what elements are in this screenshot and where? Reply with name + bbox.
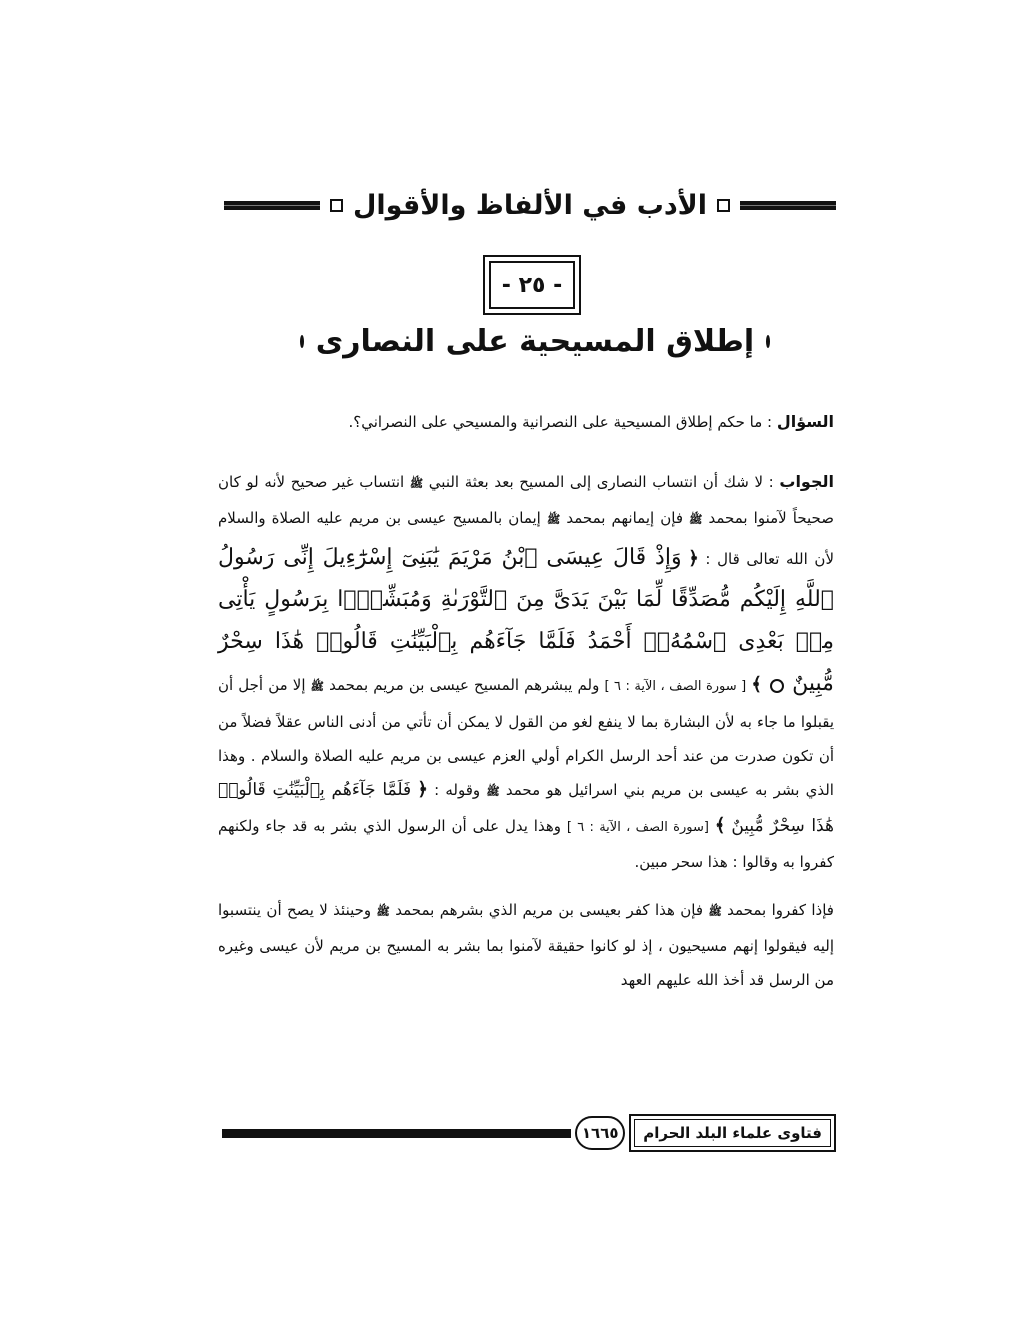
chapter-title: إطلاق المسيحية على النصارى (315, 323, 755, 359)
answer-intro-4: إيمان بالمسيح عيسى بن مريم عليه الصلاة والسلام لأن الله تعالى قال : (218, 509, 834, 568)
chapter-title-row (315, 318, 755, 364)
answer-text-1: ولم يبشرهم المسيح عيسى بن مريم بمحمد (329, 676, 600, 694)
verse-open-bracket: ﴿ (417, 779, 428, 800)
book-title-box (629, 1114, 836, 1152)
chapter-number-box (483, 255, 581, 315)
verse-close-bracket: ﴾ (751, 674, 762, 695)
salutation-symbol: ﷺ (486, 785, 500, 798)
running-title: الأدب في الألفاظ والأقوال (352, 189, 708, 221)
header-rule-right (740, 201, 836, 210)
salutation-symbol: ﷺ (689, 513, 703, 526)
continuation-text-2: فإن هذا كفر بعيسى بن مريم الذي بشرهم بمحمد (395, 901, 704, 919)
continuation-text-3: وحينئذ لا يصح أن ينتسبوا إليه فيقولوا إنهم مسيحيون ، إذ لو كانوا حقيقة لآمنوا بما بشر به المسيح بن مريم لأن عيسى وغيره من الرسل قد أخذ الله عليهم العهد (218, 901, 834, 989)
answer-intro: لا شك أن انتساب النصارى إلى المسيح بعد بعثة النبي (428, 473, 764, 491)
question-paragraph: السؤال : ما حكم إطلاق المسيحية على النصرانية والمسيحي على النصراني؟. (348, 412, 834, 431)
quran-verse-1: وَإِذْ قَالَ عِيسَى ٱبْنُ مَرْيَمَ يَٰبَنِىٓ إِسْرَٰٓءِيلَ إِنِّى رَسُولُ ٱللَّهِ إِلَيْكُم مُّصَدِّقًا لِّمَا بَيْنَ يَدَىَّ مِنَ ٱلتَّوْرَىٰةِ وَمُبَشِّرًۢا بِرَسُولٍ يَأْتِى مِنۢ بَعْدِى ٱسْمُهُۥٓ أَحْمَدُ فَلَمَّا جَآءَهُم بِٱلْبَيِّنَٰتِ قَالُوا۟ هَٰذَا سِحْرٌ مُّبِينٌ (218, 545, 834, 696)
answer-text-3: وقوله : (434, 781, 481, 799)
answer-paragraph: الجواب : لا شك أن انتساب النصارى إلى المسيح بعد بعثة النبي ﷺ انتساب غير صحيح لأنه لو كان صحيحاً لآمنوا بمحمد ﷺ فإن إيمانهم بمحمد ﷺ إيمان بالمسيح عيسى بن مريم عليه الصلاة والسلام لأن الله تعالى قال : ﴿ وَإِذْ قَالَ عِيسَى ٱبْنُ مَرْيَمَ يَٰبَنِىٓ إِسْرَٰٓءِيلَ إِنِّى رَسُولُ ٱللَّهِ إِلَيْكُم مُّصَدِّقًا لِّمَا بَيْنَ يَدَىَّ مِنَ ٱلتَّوْرَىٰةِ وَمُبَشِّرًۢا بِرَسُولٍ يَأْتِى مِنۢ بَعْدِى ٱسْمُهُۥٓ أَحْمَدُ فَلَمَّا جَآءَهُم بِٱلْبَيِّنَٰتِ قَالُوا۟ هَٰذَا سِحْرٌ مُّبِينٌ ﴾ [ سورة الصف ، الآية : ٦ ] ولم يبشرهم المسيح عيسى بن مريم بمحمد ﷺ إلا من أجل أن يقبلوا ما جاء به لأن البشارة بما لا ينفع لغو من القول لا يمكن أن تأتي من أدنى الناس عقلاً فضلاً من أن تكون صدرت من عند أحد الرسل الكرام أولي العزم عيسى بن مريم عليه الصلاة والسلام . وهذا الذي بشر به عيسى بن مريم بني اسرائيل هو محمد ﷺ وقوله : ﴿ فَلَمَّا جَآءَهُم بِٱلْبَيِّنَٰتِ قَالُوا۟ هَٰذَا سِحْرٌ مُّبِينٌ ﴾ [سورة الصف ، الآية : ٦ ] وهذا يدل على أن الرسول الذي بشر به قد جاء ولكنهم كفروا به وقالوا : هذا سحر مبين. (218, 472, 834, 871)
page-number: ١٦٦٥ (575, 1116, 625, 1150)
continuation-paragraph (218, 893, 834, 997)
answer-text-4: وهذا يدل على أن الرسول الذي بشر به قد جاء ولكنهم كفروا به وقالوا : هذا سحر مبين. (218, 817, 834, 871)
chapter-number: - ٢٥ - (489, 261, 575, 309)
salutation-symbol: ﷺ (376, 905, 390, 918)
salutation-symbol: ﷺ (708, 905, 722, 918)
square-ornament-icon (717, 199, 730, 212)
circle-ornament-icon (766, 335, 770, 348)
question-label: السؤال (776, 412, 834, 431)
circle-ornament-icon (300, 335, 304, 348)
salutation-symbol: ﷺ (310, 680, 324, 693)
answer-intro-2: انتساب غير صحيح لأنه لو كان صحيحاً لآمنوا بمحمد (218, 473, 834, 527)
continuation-text-1: فإذا كفروا بمحمد (727, 901, 834, 919)
question-text: ما حكم إطلاق المسيحية على النصرانية والمسيحي على النصراني؟. (348, 413, 763, 431)
body-text (218, 405, 834, 997)
verse-reference-2: [سورة الصف ، الآية : ٦ ] (566, 820, 709, 835)
page-footer (222, 1110, 836, 1156)
answer-intro-3: فإن إيمانهم بمحمد (566, 509, 684, 527)
salutation-symbol: ﷺ (409, 477, 424, 490)
verse-reference-1: [ سورة الصف ، الآية : ٦ ] (604, 679, 747, 694)
answer-text-2: إلا من أجل أن يقبلوا ما جاء به لأن البشارة بما لا ينفع لغو من القول لا يمكن أن تأتي من أدنى الناس عقلاً فضلاً من أن تكون صدرت من عند أحد الرسل الكرام أولي العزم عيسى بن مريم عليه الصلاة والسلام . وهذا الذي بشر به عيسى بن مريم بني اسرائيل هو محمد (218, 676, 834, 799)
salutation-symbol: ﷺ (546, 513, 561, 526)
header-rule-left (224, 201, 320, 210)
header-title-group (320, 190, 740, 221)
verse-close-bracket: ﴾ (714, 815, 726, 836)
square-ornament-icon (330, 199, 343, 212)
footer-rule (222, 1129, 571, 1138)
book-title: فتاوى علماء البلد الحرام (634, 1119, 831, 1147)
running-header (224, 180, 836, 230)
verse-open-bracket: ﴿ (688, 548, 699, 569)
ayah-end-icon (770, 679, 784, 693)
quran-verse-2: فَلَمَّا جَآءَهُم بِٱلْبَيِّنَٰتِ قَالُوا۟ هَٰذَا سِحْرٌ مُّبِينٌ (218, 780, 834, 836)
answer-label: الجواب (779, 472, 834, 491)
